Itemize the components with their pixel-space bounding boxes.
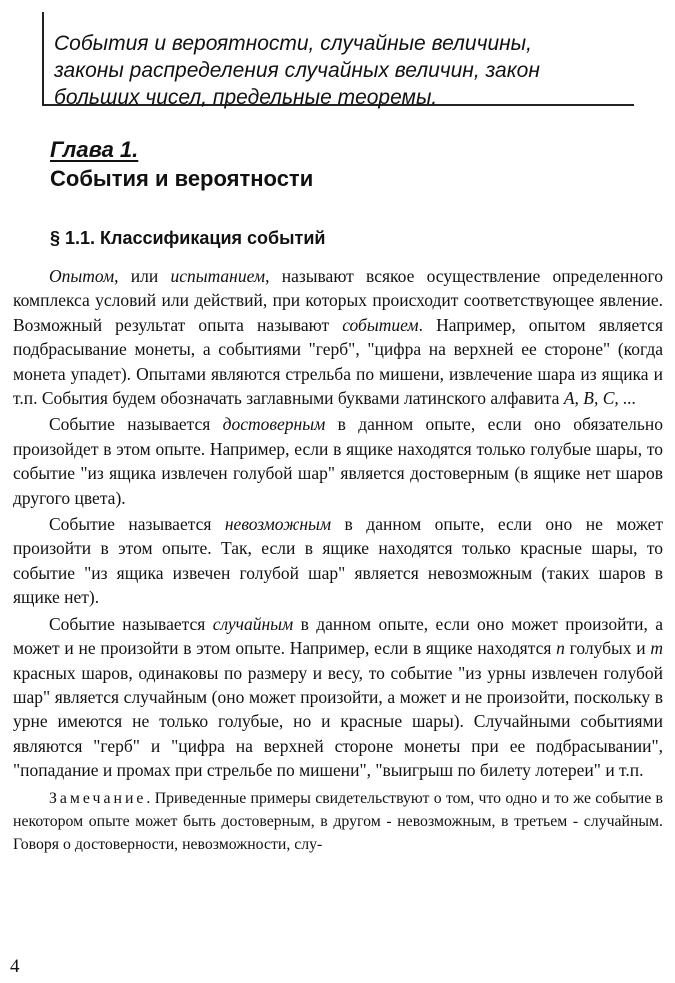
term-sluchainoe: случайным xyxy=(212,613,294,634)
text-span: в данном опыте, если оно может произойти, а может и не произойти в этом опыте. Например, если в ящике находятся xyxy=(13,613,663,659)
text-span: , или xyxy=(114,266,171,286)
paragraph-impossible-event xyxy=(13,512,663,610)
term-sobytie: событием xyxy=(342,314,419,335)
part-header-line-3: больших чисел, предельные теоремы. xyxy=(54,86,438,109)
event-letters: A, B, C, ... xyxy=(563,388,637,409)
text-span: голубых и xyxy=(564,638,651,659)
var-m: m xyxy=(650,638,663,659)
text-span: , называют всякое осуществление определенного комплекса условий или действий, при которых происходит соответствующее явление. Возможный результат опыта называют xyxy=(13,266,663,335)
var-n: n xyxy=(556,638,565,659)
chapter-label: Глава 1. xyxy=(50,137,139,162)
text-span: красных шаров, одинаковы по размеру и весу, то событие "из урны извлечен голубой шар" является случайным (оно может произойти, а может и не произойти, поскольку в урне имеются не только голубые, но и красные шары). Случайными событиями являются "герб" и "цифра на верхней стороне монеты при ее подбрасывании", "попадание и промах при стрельбе по мишени", "выигрыш по билету лотереи" и т.п. xyxy=(13,662,663,781)
term-dostovernoe: достоверным xyxy=(222,414,326,435)
paragraph-certain-event xyxy=(13,412,663,510)
part-header-box xyxy=(42,12,634,109)
paragraph-random-event xyxy=(13,612,663,783)
remark-label: Замечание xyxy=(49,789,147,807)
term-nevozmozhnoe: невозможным xyxy=(224,514,332,535)
text-span: Событие называется xyxy=(49,613,213,634)
part-header-line-1: События и вероятности, случайные величины, xyxy=(54,32,532,55)
remark-text: . Приведенные примеры свидетельствуют о том, что одно и то же событие в некотором опыте может быть достоверным, в другом - невозможным, в третьем - случайным. Говоря о достоверности, невозможности, слу- xyxy=(13,789,663,853)
text-span: в данном опыте, если оно не может произойти в этом опыте. Так, если в ящике находятся только красные шары, то событие "из ящика извечен голубой шар" является невозможным (таких шаров в ящике нет). xyxy=(13,514,663,608)
paragraph-experiment xyxy=(13,264,663,410)
text-span: . Например, опытом является подбрасывание монеты, а событиями "герб", "цифра на верхней ее стороне" (когда монета упадет). Опытами являются стрельба по мишени, извлечение шара из ящика и т.п. События будем обозначать заглавными буквами латинского алфавита xyxy=(13,314,664,409)
chapter-title: События и вероятности xyxy=(50,166,314,191)
text-span: в данном опыте, если оно обязательно произойдет в этом опыте. Например, если в ящике находятся только голубые шары, то событие "из ящика извлечен голубой шар" является достоверным (в ящике нет шаров другого цвета). xyxy=(13,414,663,508)
text-span: Событие называется xyxy=(49,414,223,435)
section-title: § 1.1. Классификация событий xyxy=(50,228,326,248)
text-span: Событие называется xyxy=(49,514,225,535)
body-text xyxy=(13,264,663,858)
remark-paragraph xyxy=(13,787,663,856)
term-opyt: Опытом xyxy=(49,266,115,286)
part-header-line-2: законы распределения случайных величин, закон xyxy=(54,59,540,82)
page-number: 4 xyxy=(10,956,20,977)
term-ispytanie: испытанием xyxy=(170,266,266,286)
